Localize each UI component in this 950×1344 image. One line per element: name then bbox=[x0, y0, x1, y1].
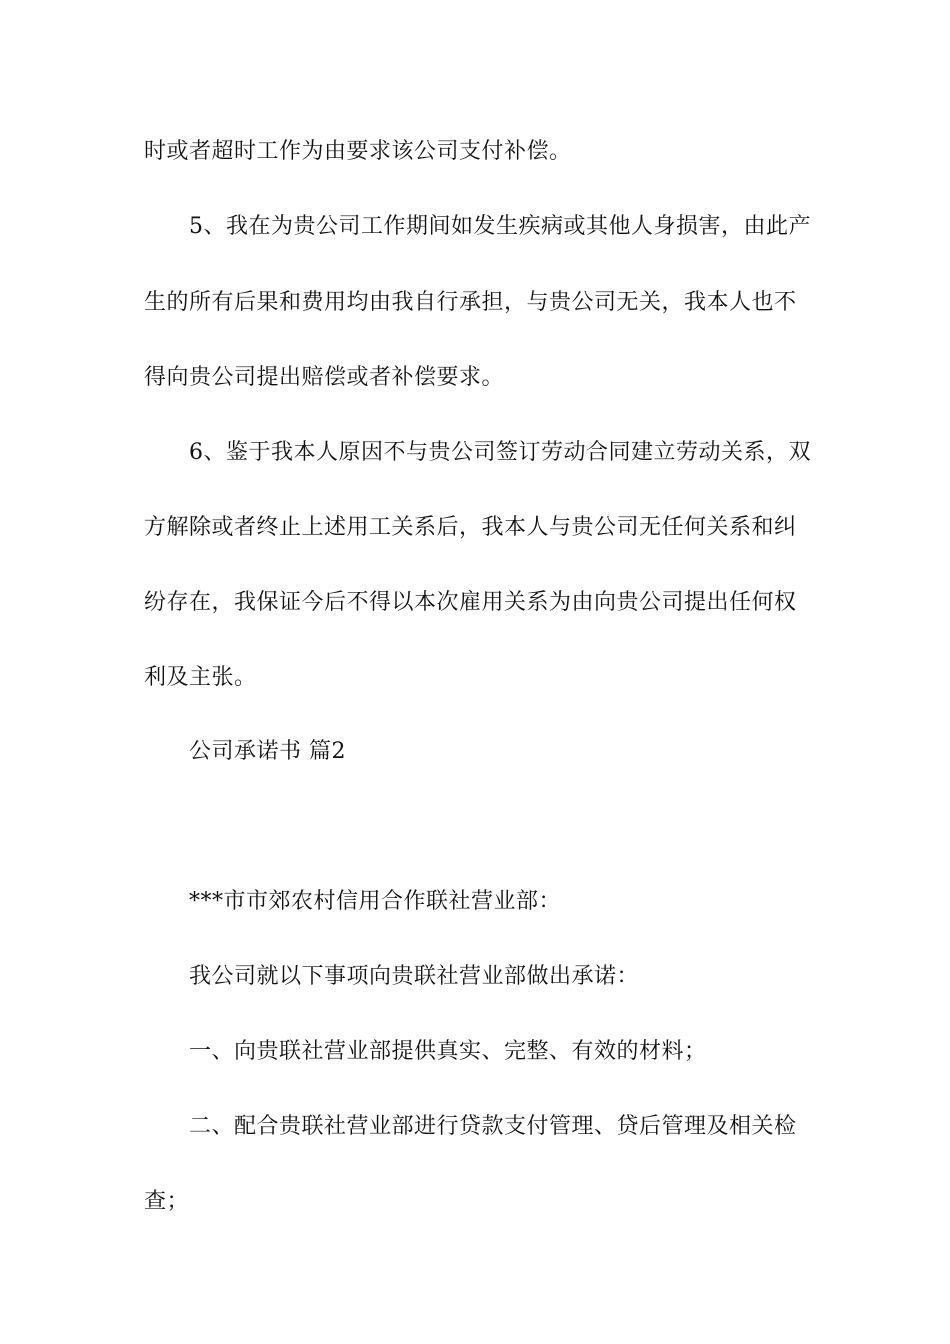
commitment-2: 二、配合贵联社营业部进行贷款支付管理、贷后管理及相关检 bbox=[189, 1114, 797, 1139]
section-heading: 公司承诺书 篇2 bbox=[189, 739, 346, 764]
text-line: 时或者超时工作为由要求该公司支付补偿。 bbox=[144, 139, 572, 164]
paragraph-5-line: 5、我在为贵公司工作期间如发生疾病或其他人身损害，由此产 bbox=[189, 214, 811, 239]
text-line: 利及主张。 bbox=[144, 665, 257, 690]
paragraph-6-line: 6、鉴于我本人原因不与贵公司签订劳动合同建立劳动关系，双 bbox=[189, 440, 811, 465]
text-line: 得向贵公司提出赔偿或者补偿要求。 bbox=[144, 365, 505, 390]
text-line: 生的所有后果和费用均由我自行承担，与贵公司无关，我本人也不 bbox=[144, 290, 797, 315]
text-line: 查； bbox=[144, 1189, 190, 1214]
intro-line: 我公司就以下事项向贵联社营业部做出承诺： bbox=[189, 964, 640, 989]
text-line: 方解除或者终止上述用工关系后，我本人与贵公司无任何关系和纠 bbox=[144, 515, 797, 540]
commitment-1: 一、向贵联社营业部提供真实、完整、有效的材料； bbox=[189, 1039, 707, 1064]
text-line: 纷存在，我保证今后不得以本次雇用关系为由向贵公司提出任何权 bbox=[144, 590, 797, 615]
addressee-line: ***市市郊农村信用合作联社营业部： bbox=[189, 889, 562, 914]
